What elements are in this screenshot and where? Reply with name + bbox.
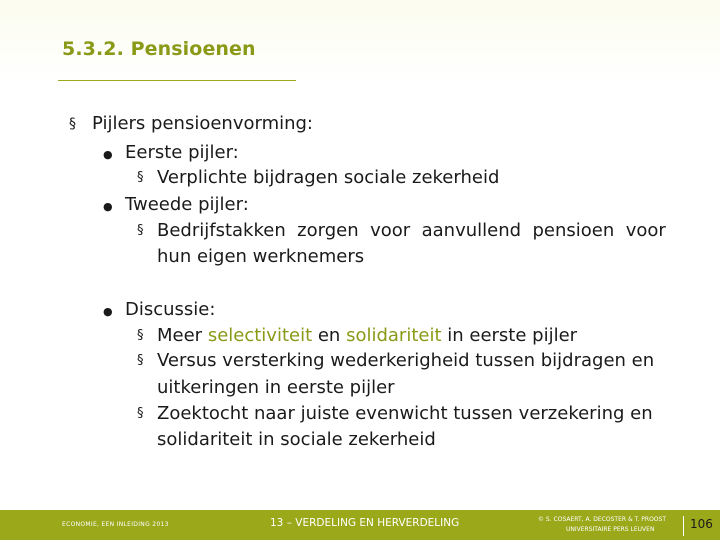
square-bullet-icon: § <box>137 223 144 238</box>
footer-publisher: UNIVERSITAIRE PERS LEUVEN <box>566 526 655 533</box>
highlight-selectiviteit: selectiviteit <box>207 325 313 346</box>
text: in eerste pijler <box>441 325 578 346</box>
discussion-item-3-line2: solidariteit in sociale zekerheid <box>157 429 436 450</box>
square-bullet-icon: § <box>137 170 144 185</box>
text: en <box>312 325 347 346</box>
slide-title: 5.3.2. Pensioenen <box>62 38 256 60</box>
discussion-item-3-line1: Zoektocht naar juiste evenwicht tussen verzekering en <box>157 403 653 424</box>
second-pillar-item-line2: hun eigen werknemers <box>157 246 365 267</box>
text: Meer <box>157 325 208 346</box>
footer-chapter: 13 – VERDELING EN HERVERDELING <box>270 517 460 529</box>
square-bullet-icon: § <box>137 353 144 368</box>
discussion-label: Discussie: <box>125 299 216 320</box>
footer-bar <box>0 510 720 540</box>
footer-copyright: © S. COSAERT, A. DECOSTER & T. PROOST <box>538 516 667 523</box>
footer-divider <box>683 516 684 536</box>
discussion-item-2-line2: uitkeringen in eerste pijler <box>157 377 395 398</box>
discussion-item-2-line1: Versus versterking wederkerigheid tussen bijdragen en <box>157 350 655 371</box>
square-bullet-icon: § <box>137 328 144 343</box>
second-pillar-label: Tweede pijler: <box>125 194 249 215</box>
first-pillar-label: Eerste pijler: <box>125 142 239 163</box>
round-bullet-icon: ● <box>103 305 113 318</box>
round-bullet-icon: ● <box>103 200 113 213</box>
heading: Pijlers pensioenvorming: <box>92 113 314 134</box>
square-bullet-icon: § <box>69 116 76 132</box>
first-pillar-item: Verplichte bijdragen sociale zekerheid <box>157 167 500 188</box>
round-bullet-icon: ● <box>103 148 113 161</box>
page-number: 106 <box>690 517 713 531</box>
discussion-item-1 <box>157 325 577 347</box>
second-pillar-item-line1: Bedrijfstakken zorgen voor aanvullend pensioen voor <box>157 220 666 241</box>
footer-course: ECONOMIE, EEN INLEIDING 2013 <box>62 521 169 528</box>
highlight-solidariteit: solidariteit <box>346 325 442 346</box>
square-bullet-icon: § <box>137 406 144 421</box>
